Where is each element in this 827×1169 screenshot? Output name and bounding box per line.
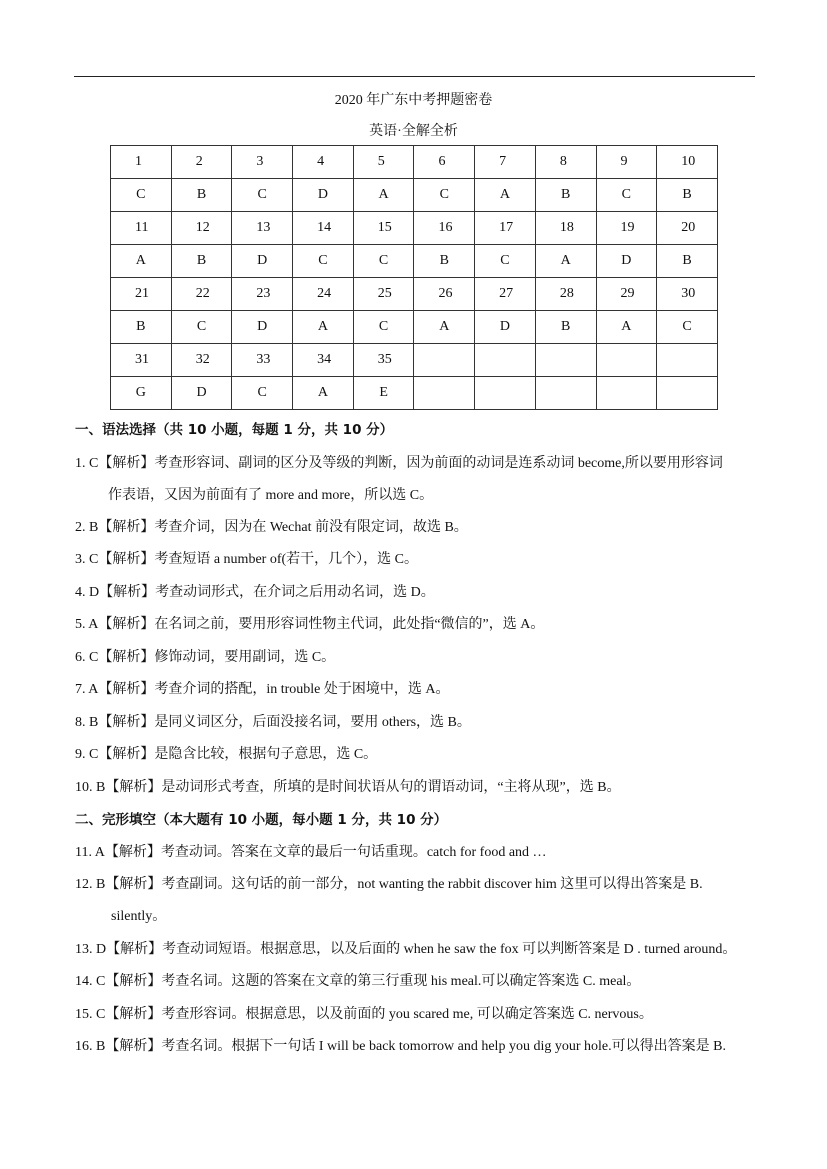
answer-cell: B [535, 311, 596, 344]
section-heading-cloze: 二、完形填空（本大题有 10 小题，每小题 1 分，共 10 分） [75, 812, 448, 828]
answer-cell: A [293, 311, 354, 344]
answer-cell: C [171, 311, 232, 344]
explanation-line: 7. A【解析】考查介词的搭配，in trouble 处于困境中，选 A。 [75, 682, 450, 697]
question-number-cell: 18 [535, 212, 596, 245]
answer-cell: B [171, 245, 232, 278]
explanation-line: 3. C【解析】考查短语 a number of(若干，几个），选 C。 [75, 552, 418, 567]
explanation-line: silently。 [111, 909, 167, 924]
question-number-cell: 5 [353, 146, 414, 179]
question-number-row [111, 344, 718, 377]
explanation-line: 1. C【解析】考查形容词、副词的区分及等级的判断，因为前面的动词是连系动词 become,所以要用形容词 [75, 456, 723, 471]
answer-cell: C [353, 311, 414, 344]
explanation-line: 14. C【解析】考查名词。这题的答案在文章的第三行重现 his meal.可以确定答案选 C. meal。 [75, 974, 641, 989]
explanation-line: 16. B【解析】考查名词。根据下一句话 I will be back tomorrow and help you dig your hole.可以得出答案是 B. [75, 1039, 726, 1054]
answer-cell: D [596, 245, 657, 278]
answer-cell: C [657, 311, 718, 344]
answer-cell: B [657, 245, 718, 278]
question-number-cell: 9 [596, 146, 657, 179]
question-number-cell: 4 [293, 146, 354, 179]
answer-letter-row [111, 311, 718, 344]
question-number-cell: 19 [596, 212, 657, 245]
answer-cell: C [353, 245, 414, 278]
question-number-cell [475, 344, 536, 377]
question-number-cell: 14 [293, 212, 354, 245]
explanation-line: 13. D【解析】考查动词短语。根据意思，以及后面的 when he saw the fox 可以判断答案是 D . turned around。 [75, 942, 737, 957]
answer-letter-row [111, 377, 718, 410]
question-number-cell: 17 [475, 212, 536, 245]
question-number-cell: 23 [232, 278, 293, 311]
answer-cell [657, 377, 718, 410]
explanation-line: 4. D【解析】考查动词形式，在介词之后用动名词，选 D。 [75, 585, 435, 600]
page-title: 2020 年广东中考押题密卷 [334, 93, 493, 108]
explanation-line: 10. B【解析】是动词形式考查，所填的是时间状语从句的谓语动词，“主将从现”，选 B。 [75, 780, 621, 795]
explanation-line: 8. B【解析】是同义词区分，后面没接名词，要用 others，选 B。 [75, 715, 471, 730]
question-number-cell: 32 [171, 344, 232, 377]
answer-cell: D [293, 179, 354, 212]
explanation-line: 15. C【解析】考查形容词。根据意思，以及前面的 you scared me, 可以确定答案选 C. nervous。 [75, 1007, 653, 1022]
question-number-cell: 22 [171, 278, 232, 311]
question-number-row [111, 278, 718, 311]
page-subtitle: 英语·全解全析 [369, 124, 458, 139]
answer-cell: C [111, 179, 172, 212]
question-number-cell: 6 [414, 146, 475, 179]
answer-cell: C [293, 245, 354, 278]
question-number-cell: 12 [171, 212, 232, 245]
answer-cell: D [232, 245, 293, 278]
answer-cell: C [232, 179, 293, 212]
explanation-line: 12. B【解析】考查副词。这句话的前一部分，not wanting the rabbit discover him 这里可以得出答案是 B. [75, 877, 703, 892]
answer-cell: A [293, 377, 354, 410]
question-number-cell: 2 [171, 146, 232, 179]
question-number-cell: 8 [535, 146, 596, 179]
answer-cell: C [475, 245, 536, 278]
answer-letter-row [111, 245, 718, 278]
answer-cell: B [171, 179, 232, 212]
question-number-cell: 29 [596, 278, 657, 311]
answer-cell [414, 377, 475, 410]
question-number-cell: 11 [111, 212, 172, 245]
answer-cell: A [596, 311, 657, 344]
answer-cell: D [171, 377, 232, 410]
question-number-cell: 1 [111, 146, 172, 179]
question-number-row [111, 146, 718, 179]
question-number-cell [596, 344, 657, 377]
question-number-cell: 26 [414, 278, 475, 311]
question-number-cell: 16 [414, 212, 475, 245]
question-number-cell: 34 [293, 344, 354, 377]
question-number-cell: 27 [475, 278, 536, 311]
answer-cell: B [111, 311, 172, 344]
question-number-cell: 30 [657, 278, 718, 311]
question-number-cell [535, 344, 596, 377]
question-number-cell: 35 [353, 344, 414, 377]
answer-cell: G [111, 377, 172, 410]
explanation-line: 作表语，又因为前面有了 more and more，所以选 C。 [108, 488, 434, 503]
explanation-line: 6. C【解析】修饰动词，要用副词，选 C。 [75, 650, 336, 665]
answer-cell: D [475, 311, 536, 344]
explanation-line: 2. B【解析】考查介词，因为在 Wechat 前没有限定词，故选 B。 [75, 520, 468, 535]
explanation-line: 5. A【解析】在名词之前，要用形容词性物主代词，此处指“微信的”，选 A。 [75, 617, 545, 632]
top-rule [74, 76, 755, 77]
answer-cell: D [232, 311, 293, 344]
question-number-cell: 7 [475, 146, 536, 179]
question-number-cell: 33 [232, 344, 293, 377]
question-number-row [111, 212, 718, 245]
question-number-cell: 15 [353, 212, 414, 245]
question-number-cell: 24 [293, 278, 354, 311]
answer-cell: C [232, 377, 293, 410]
answer-cell: A [353, 179, 414, 212]
answer-cell [475, 377, 536, 410]
question-number-cell [657, 344, 718, 377]
section-heading-grammar: 一、语法选择（共 10 小题，每题 1 分，共 10 分） [75, 422, 394, 438]
answer-cell: A [535, 245, 596, 278]
question-number-cell: 31 [111, 344, 172, 377]
answer-letter-row [111, 179, 718, 212]
explanation-line: 11. A【解析】考查动词。答案在文章的最后一句话重现。catch for food and … [75, 845, 547, 860]
question-number-cell: 10 [657, 146, 718, 179]
answer-cell: A [111, 245, 172, 278]
answer-cell [535, 377, 596, 410]
question-number-cell: 20 [657, 212, 718, 245]
answer-cell: C [596, 179, 657, 212]
question-number-cell: 3 [232, 146, 293, 179]
answer-cell: B [657, 179, 718, 212]
question-number-cell: 25 [353, 278, 414, 311]
answer-cell: C [414, 179, 475, 212]
explanation-line: 9. C【解析】是隐含比较，根据句子意思，选 C。 [75, 747, 378, 762]
question-number-cell [414, 344, 475, 377]
answer-cell: A [475, 179, 536, 212]
answer-cell: B [535, 179, 596, 212]
answer-cell: B [414, 245, 475, 278]
answer-cell [596, 377, 657, 410]
answer-cell: A [414, 311, 475, 344]
question-number-cell: 13 [232, 212, 293, 245]
answer-table [110, 145, 718, 410]
answer-cell: E [353, 377, 414, 410]
question-number-cell: 28 [535, 278, 596, 311]
question-number-cell: 21 [111, 278, 172, 311]
